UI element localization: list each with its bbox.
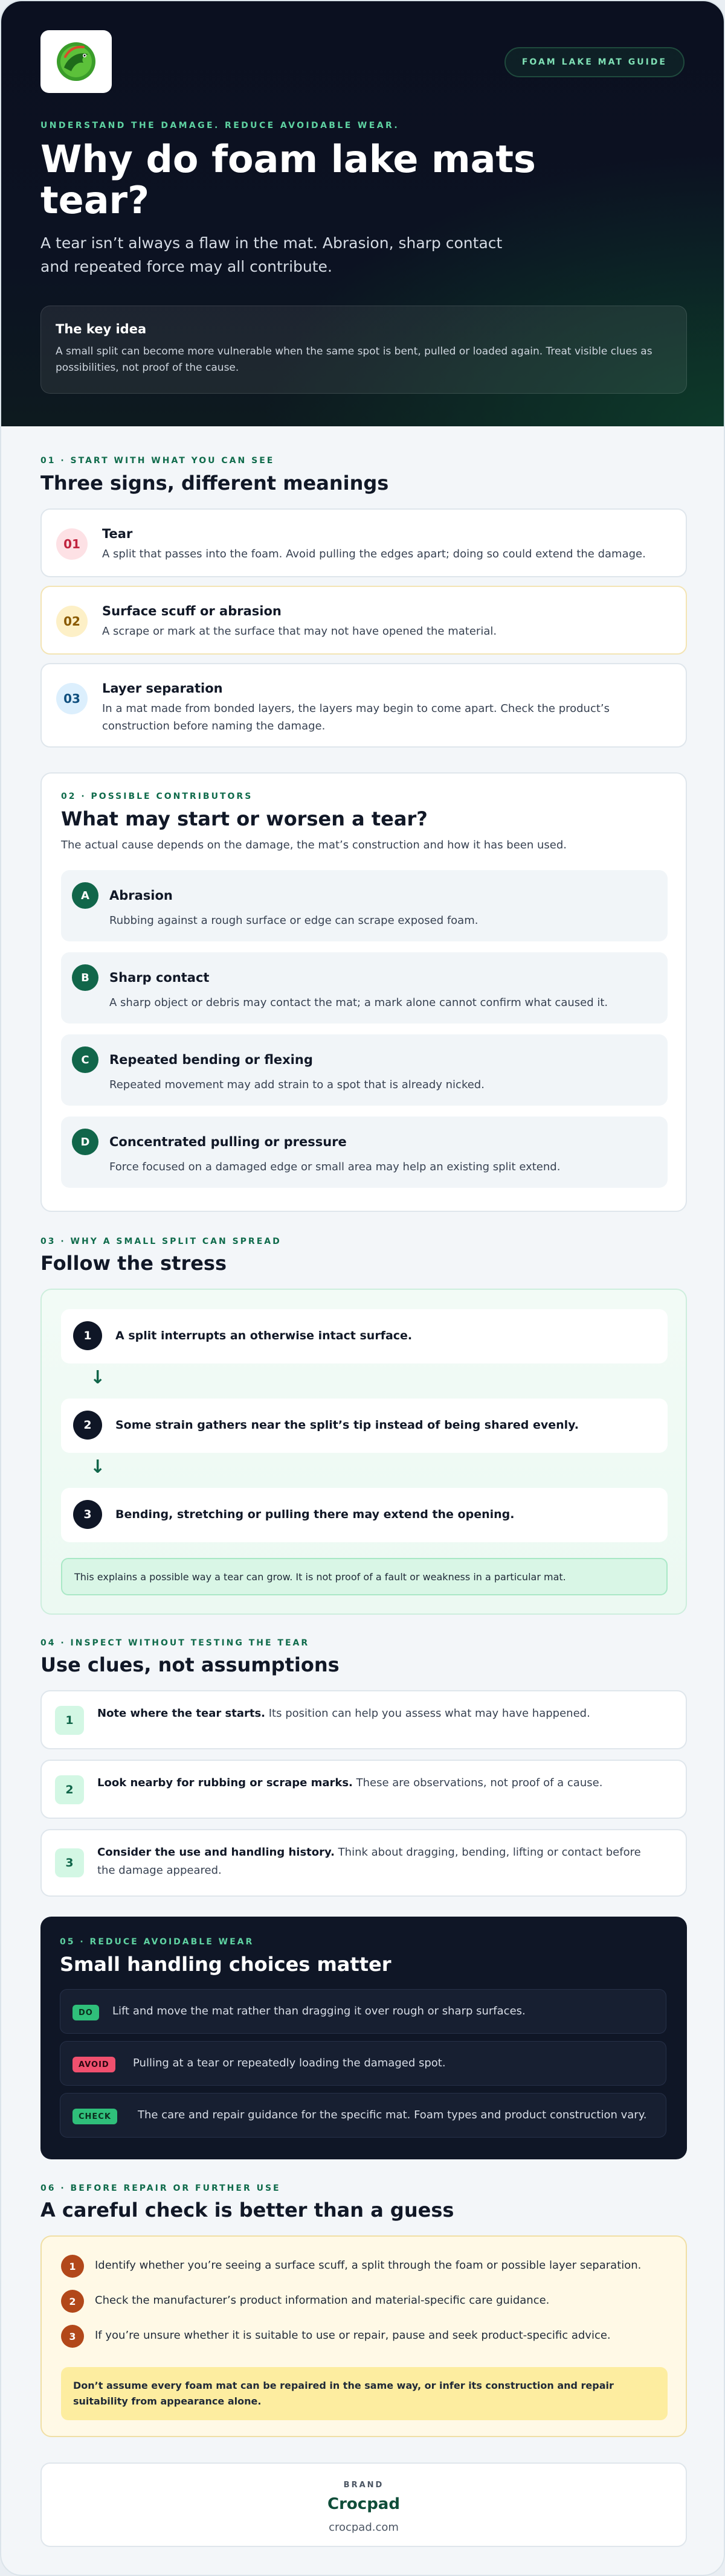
handling-text: Pulling at a tear or repeatedly loading the damaged spot. [133, 2057, 446, 2069]
clues-title: Use clues, not assumptions [40, 1653, 340, 1676]
contributor-letter: B [72, 964, 98, 991]
check-number: 3 [61, 2325, 84, 2348]
contributor-text: Repeated movement may add strain to a spot that is already nicked. [109, 1078, 485, 1091]
contributor-title: Concentrated pulling or pressure [109, 1135, 347, 1149]
clue-number: 3 [55, 1848, 84, 1877]
check-number: 1 [61, 2255, 84, 2278]
clue-bold: Note where the tear starts. [97, 1707, 266, 1720]
contributor-title: Sharp contact [109, 970, 210, 985]
sign-card-scuff [40, 586, 687, 655]
sign-title: Surface scuff or abrasion [102, 604, 282, 618]
step-number: 2 [73, 1411, 102, 1440]
clue-card [40, 1690, 687, 1749]
check-eyebrow: 06 · BEFORE REPAIR OR FURTHER USE [40, 2184, 281, 2193]
sign-text: In a mat made from bonded layers, the layers may begin to come apart. Check the product’s construction before naming the damage. [102, 702, 610, 732]
contributor-title: Abrasion [109, 888, 173, 903]
sign-card-tear [40, 508, 687, 577]
hero-subtitle: A tear isn’t always a flaw in the mat. Abrasion, sharp contact and repeated force may all contribute. [40, 234, 503, 275]
handling-row-avoid [60, 2041, 666, 2086]
sign-text: A scrape or mark at the surface that may not have opened the material. [102, 625, 497, 638]
key-idea-card [40, 306, 687, 394]
sign-number: 03 [56, 683, 88, 714]
clue-bold: Consider the use and handling history. [97, 1846, 335, 1859]
sign-title: Layer separation [102, 681, 223, 696]
check-card [40, 2235, 687, 2437]
check-title: A careful check is better than a guess [40, 2199, 454, 2222]
down-arrow-icon: ↓ [90, 1367, 106, 1388]
crocpad-logo[interactable] [40, 30, 112, 93]
clue-text [97, 1844, 662, 1879]
contributors-intro: The actual cause depends on the damage, the mat’s construction and how it has been used. [61, 839, 567, 851]
clue-number: 1 [55, 1706, 84, 1735]
stress-step [61, 1309, 668, 1363]
step-number: 3 [73, 1500, 102, 1529]
contributors-card [40, 772, 687, 1212]
clue-bold: Look nearby for rubbing or scrape marks. [97, 1777, 353, 1789]
contributor-letter: D [72, 1129, 98, 1155]
sign-card-separation [40, 663, 687, 748]
handling-text: Lift and move the mat rather than dragging it over rough or sharp surfaces. [112, 2005, 526, 2017]
stress-note: This explains a possible way a tear can grow. It is not proof of a fault or weakness in a particular mat. [61, 1558, 668, 1595]
contributors-title: What may start or worsen a tear? [61, 807, 428, 830]
handling-card [40, 1917, 687, 2159]
handling-row-do [60, 1989, 666, 2034]
step-text: Some strain gathers near the split’s tip instead of being shared evenly. [115, 1418, 579, 1432]
check-number: 2 [61, 2290, 84, 2313]
clue-card [40, 1760, 687, 1819]
brand-name: Crocpad [327, 2495, 400, 2513]
stress-step [61, 1399, 668, 1453]
contributor-title: Repeated bending or flexing [109, 1053, 313, 1067]
sign-text: A split that passes into the foam. Avoid pulling the edges apart; doing so could extend the damage. [102, 548, 646, 560]
handling-row-check [60, 2093, 666, 2138]
do-badge: DO [72, 2005, 99, 2020]
down-arrow-icon: ↓ [90, 1456, 106, 1478]
brand-url-link[interactable]: crocpad.com [329, 2521, 399, 2534]
stress-title: Follow the stress [40, 1252, 227, 1275]
clue-text [97, 1774, 662, 1792]
check-text: If you’re unsure whether it is suitable to use or repair, pause and seek product-specific advice. [95, 2329, 611, 2342]
stress-step [61, 1488, 668, 1542]
contributor-letter: C [72, 1046, 98, 1073]
clue-number: 2 [55, 1775, 84, 1804]
warning-box: Don’t assume every foam mat can be repaired in the same way, or infer its construction and repair suitability from appearance alone. [61, 2367, 668, 2420]
handling-eyebrow: 05 · REDUCE AVOIDABLE WEAR [60, 1937, 254, 1947]
key-idea-text: A small split can become more vulnerable when the same spot is bent, pulled or loaded again. Treat visible clues as possibilities, not proof of the cause. [56, 345, 652, 374]
handling-text: The care and repair guidance for the specific mat. Foam types and product construction vary. [138, 2109, 647, 2121]
crocodile-logo-icon [53, 39, 99, 85]
sign-number: 02 [56, 606, 88, 637]
avoid-badge: AVOID [72, 2057, 115, 2072]
clue-detail: These are observations, not proof of a cause. [352, 1777, 603, 1789]
contributor-abrasion [61, 870, 668, 941]
contributor-pressure [61, 1117, 668, 1188]
clue-text [97, 1705, 662, 1723]
clue-detail: Think about dragging, bending, lifting or contact before the damage appeared. [97, 1846, 641, 1877]
page-title: Why do foam lake mats tear? [40, 137, 536, 223]
contributor-bending [61, 1034, 668, 1106]
signs-eyebrow: 01 · START WITH WHAT YOU CAN SEE [40, 456, 275, 466]
hero [1, 1, 724, 426]
brand-label: BRAND [343, 2481, 384, 2490]
contributor-text: Rubbing against a rough surface or edge can scrape exposed foam. [109, 914, 478, 927]
stress-card [40, 1289, 687, 1615]
key-idea-title: The key idea [56, 322, 147, 336]
guide-badge: FOAM LAKE MAT GUIDE [504, 47, 685, 77]
hero-eyebrow: UNDERSTAND THE DAMAGE. REDUCE AVOIDABLE WEAR. [40, 121, 400, 130]
contributor-text: A sharp object or debris may contact the mat; a mark alone cannot confirm what caused it. [109, 996, 608, 1009]
contributor-sharp-contact [61, 952, 668, 1024]
clue-detail: Its position can help you assess what may have happened. [265, 1707, 590, 1720]
check-text: Identify whether you’re seeing a surface scuff, a split through the foam or possible layer separation. [95, 2259, 642, 2272]
contributor-letter: A [72, 882, 98, 909]
contributors-eyebrow: 02 · POSSIBLE CONTRIBUTORS [61, 792, 253, 801]
sign-title: Tear [102, 527, 133, 541]
contributor-text: Force focused on a damaged edge or small area may help an existing split extend. [109, 1161, 561, 1173]
step-number: 1 [73, 1321, 102, 1350]
brand-footer [40, 2462, 687, 2547]
sign-number: 01 [56, 528, 88, 560]
signs-title: Three signs, different meanings [40, 472, 389, 495]
clues-eyebrow: 04 · INSPECT WITHOUT TESTING THE TEAR [40, 1638, 310, 1648]
check-text: Check the manufacturer’s product information and material-specific care guidance. [95, 2294, 550, 2307]
step-text: A split interrupts an otherwise intact surface. [115, 1329, 413, 1342]
stress-eyebrow: 03 · WHY A SMALL SPLIT CAN SPREAD [40, 1237, 282, 1246]
step-text: Bending, stretching or pulling there may extend the opening. [115, 1508, 515, 1521]
clue-card [40, 1829, 687, 1897]
check-badge: CHECK [72, 2109, 117, 2124]
handling-title: Small handling choices matter [60, 1953, 392, 1976]
